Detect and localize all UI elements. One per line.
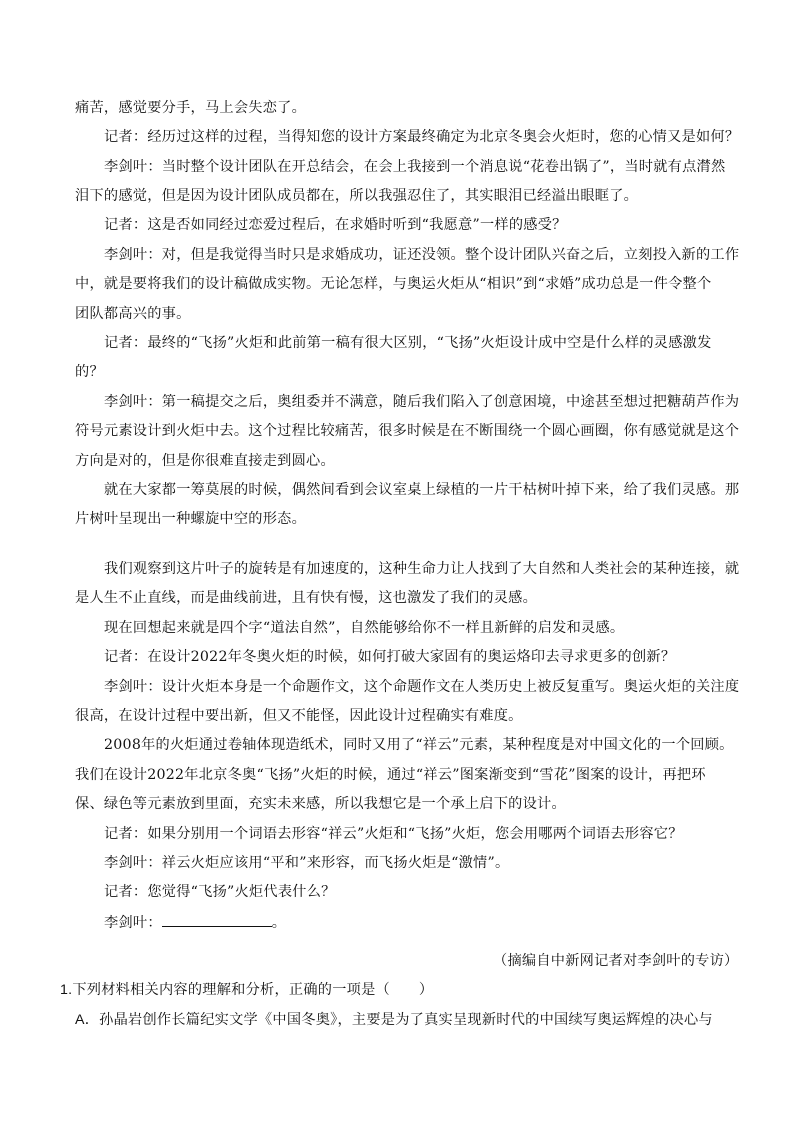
- paragraph-line: 的？: [75, 364, 104, 380]
- paragraph-line: 是人生不止直线，而是曲线前进，且有快有慢，这也激发了我们的灵感。: [75, 590, 538, 606]
- paragraph-line: 就在大家都一筹莫展的时候，偶然间看到会议室桌上绿植的一片干枯树叶掉下来，给了我们灵感。那: [104, 482, 740, 498]
- paragraph-line: 现在回想起来就是四个字“道法自然”，自然能够给你不一样且新鲜的启发和灵感。: [104, 620, 625, 636]
- answer-prefix: 李剑叶：: [104, 915, 162, 931]
- paragraph-line: 保、绿色等元素放到里面，充实未来感，所以我想它是一个承上启下的设计。: [75, 796, 566, 812]
- paragraph-line: 李剑叶：当时整个设计团队在开总结会，在会上我接到一个消息说“花卷出锅了”，当时就有点潸然: [104, 159, 726, 175]
- paragraph-line: 李剑叶：设计火炬本身是一个命题作文，这个命题作文在人类历史上被反复重写。奥运火炬的关注度: [104, 679, 740, 695]
- paragraph-line: 片树叶呈现出一种螺旋中空的形态。: [75, 511, 307, 527]
- paragraph-line: 泪下的感觉，但是因为设计团队成员都在，所以我强忍住了，其实眼泪已经溢出眼眶了。: [75, 188, 639, 204]
- answer-line: [104, 912, 286, 933]
- answer-suffix: 。: [271, 915, 287, 931]
- paragraph-line: 痛苦，感觉要分手，马上会失恋了。: [75, 100, 307, 116]
- paragraph-line: 2008年的火炬通过卷轴体现造纸术，同时又用了“祥云”元素，某种程度是对中国文化的一个回顾。: [104, 737, 734, 753]
- question-1: 1.下列材料相关内容的理解和分析，正确的一项是（ ）: [60, 982, 434, 998]
- paragraph-line: 记者：您觉得“飞扬”火炬代表什么？: [104, 884, 336, 900]
- paragraph-line: 李剑叶：对，但是我觉得当时只是求婚成功，证还没领。整个设计团队兴奋之后，立刻投入新的工作: [104, 247, 740, 263]
- option-a: A．孙晶岩创作长篇纪实文学《中国冬奥》，主要是为了真实呈现新时代的中国续写奥运辉煌的决心与: [75, 1012, 713, 1028]
- paragraph-line: 方向是对的，但是你很难直接走到圆心。: [75, 453, 335, 469]
- paragraph-line: 李剑叶：祥云火炬应该用“平和”来形容，而飞扬火炬是“激情”。: [104, 855, 510, 871]
- paragraph-line: 我们观察到这片叶子的旋转是有加速度的，这种生命力让人找到了大自然和人类社会的某种连接，就: [104, 561, 740, 577]
- paragraph-line: 记者：这是否如同经过恋爱过程后，在求婚时听到“我愿意”一样的感受？: [104, 217, 567, 233]
- paragraph-line: 符号元素设计到火炬中去。这个过程比较痛苦，很多时候是在不断围绕一个圆心画圈，你有感觉就是这个: [75, 423, 740, 439]
- paragraph-line: 团队都高兴的事。: [75, 306, 191, 322]
- paragraph-line: 记者：如果分别用一个词语去形容“祥云”火炬和“飞扬”火炬，您会用哪两个词语去形容它？: [104, 826, 683, 842]
- paragraph-line: 中，就是要将我们的设计稿做成实物。无论怎样，与奥运火炬从“相识”到“求婚”成功总是一件令整个: [75, 276, 712, 292]
- paragraph-line: 记者：经历过这样的过程，当得知您的设计方案最终确定为北京冬奥会火炬时，您的心情又是如何？: [104, 129, 740, 145]
- paragraph-line: 我们在设计2022年北京冬奥“飞扬”火炬的时候，通过“祥云”图案渐变到“雪花”图案的设计，再把环: [75, 767, 706, 783]
- source-attribution: （摘编自中新网记者对李剑叶的专访）: [493, 953, 739, 969]
- paragraph-line: 很高，在设计过程中要出新，但又不能怪，因此设计过程确实有难度。: [75, 708, 523, 724]
- paragraph-line: 李剑叶：第一稿提交之后，奥组委并不满意，随后我们陷入了创意困境，中途甚至想过把糖葫芦作为: [104, 394, 740, 410]
- paragraph-line: 记者：最终的“飞扬”火炬和此前第一稿有很大区别，“飞扬”火炬设计成中空是什么样的灵感激发: [104, 335, 712, 351]
- paragraph-line: 记者：在设计2022年冬奥火炬的时候，如何打破大家固有的奥运烙印去寻求更多的创新？: [104, 649, 676, 665]
- answer-blank: [162, 912, 272, 927]
